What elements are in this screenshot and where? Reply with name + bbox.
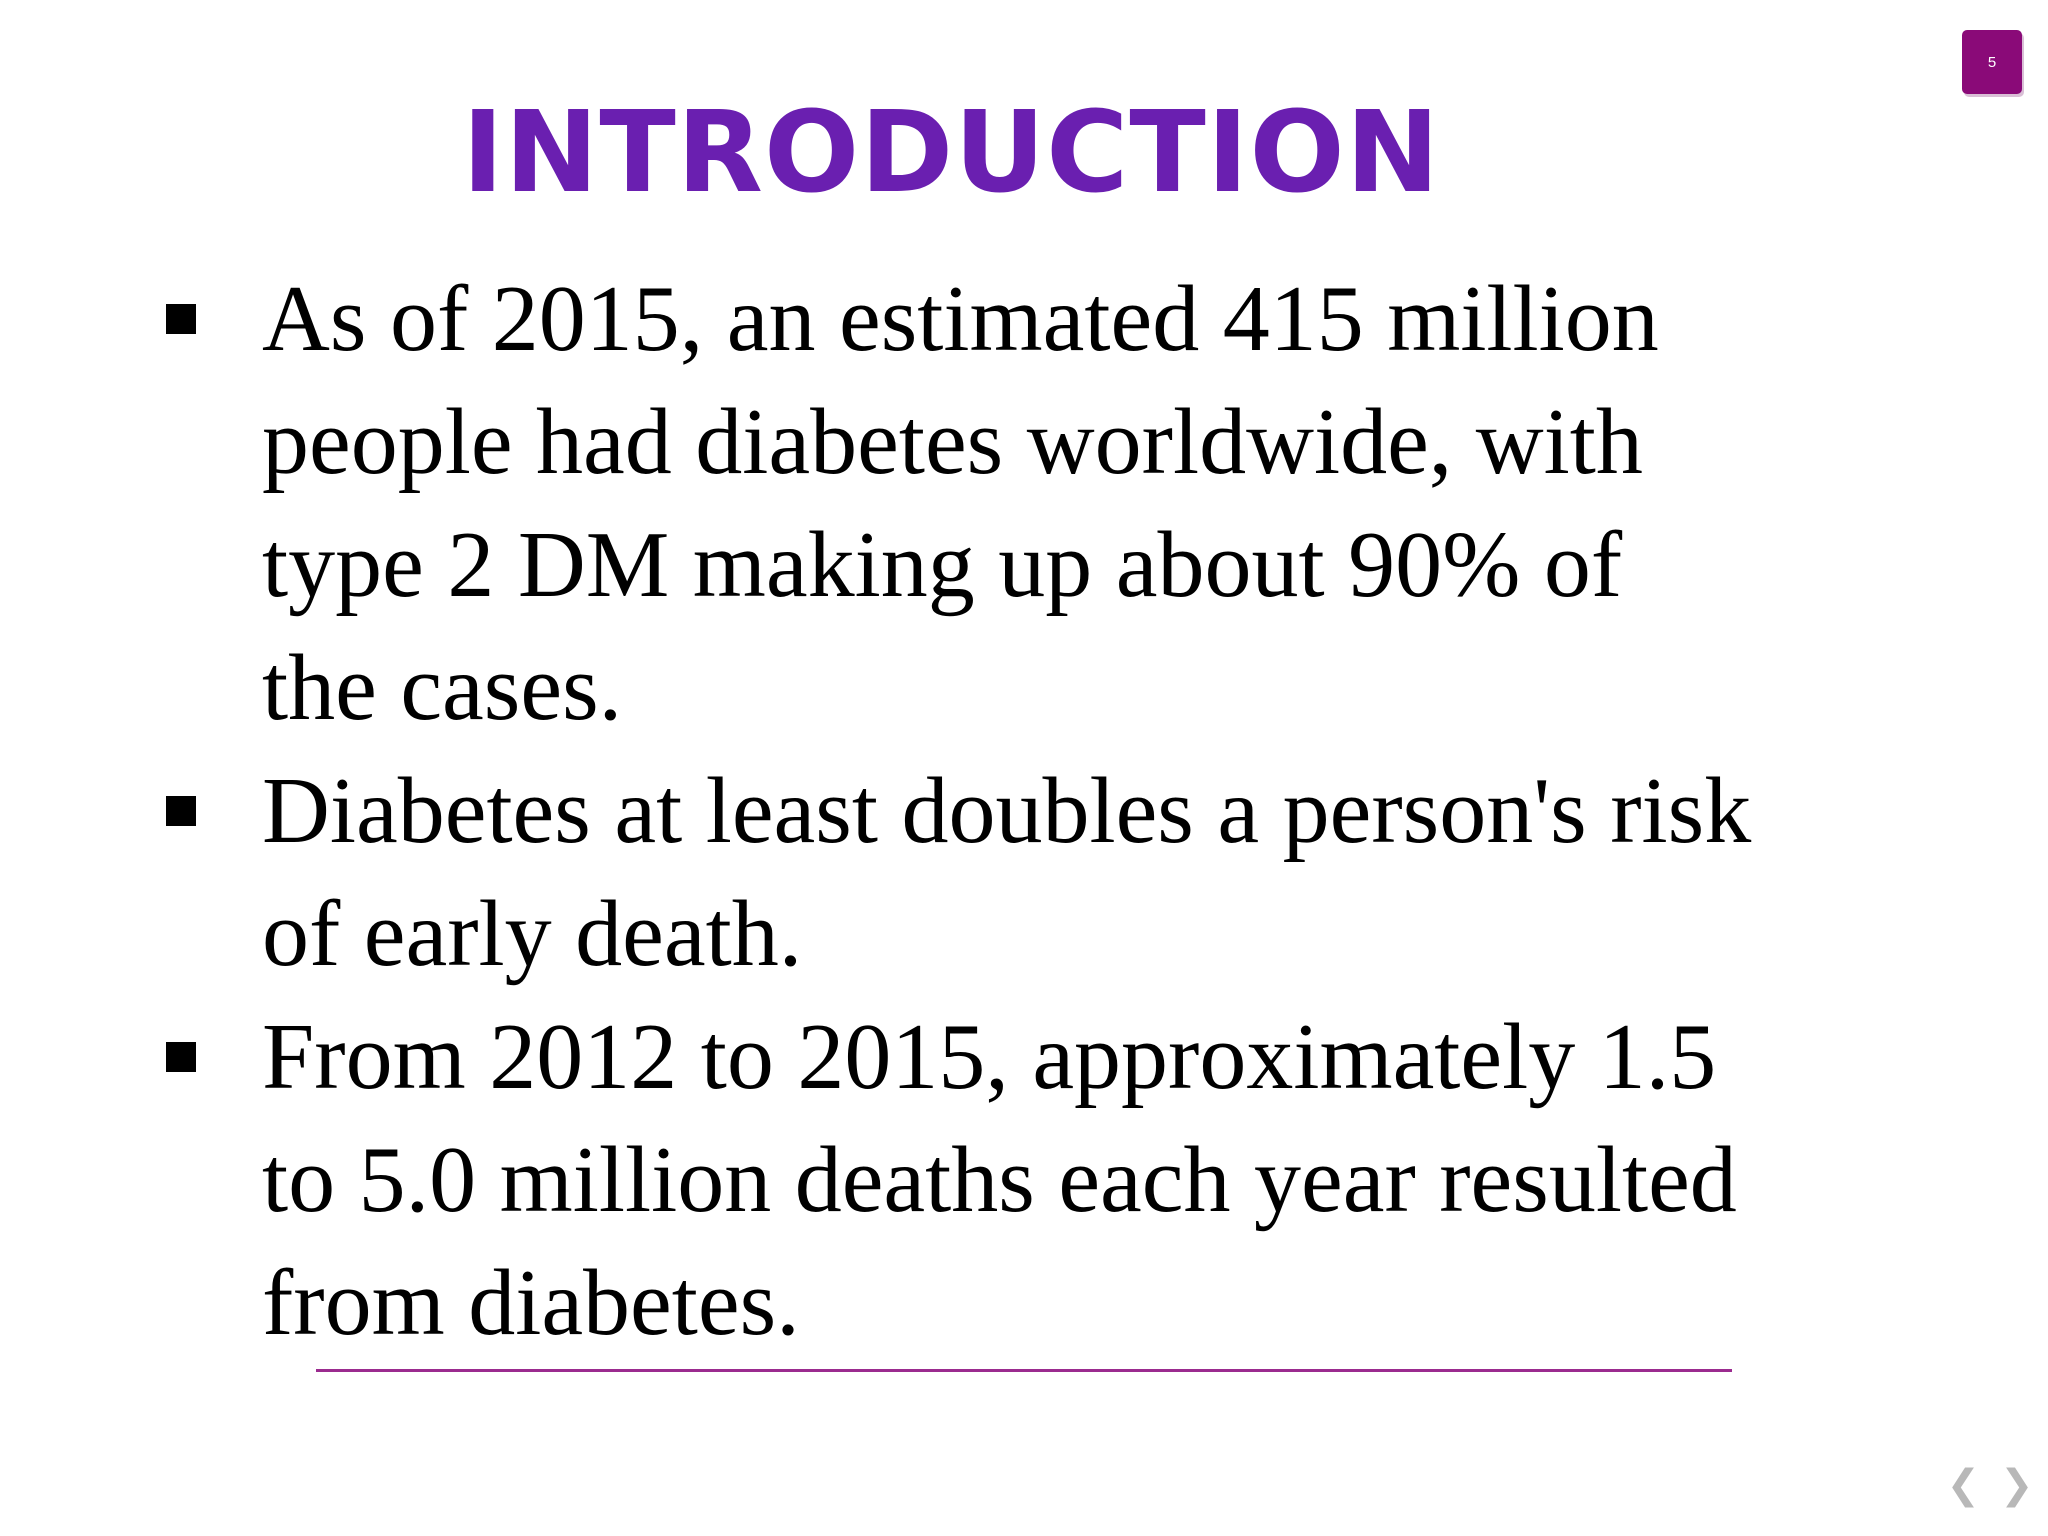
square-bullet-icon xyxy=(166,796,196,826)
chevron-left-icon[interactable]: ❮ xyxy=(1946,1462,1980,1508)
chevron-right-icon[interactable]: ❯ xyxy=(2000,1462,2034,1508)
bullet-text: As of 2015, an estimated 415 million people had diabetes worldwide, with type 2 DM making up about 90% of the cases. xyxy=(262,267,1659,740)
bullet-list xyxy=(0,258,1962,1365)
square-bullet-icon xyxy=(166,1042,196,1072)
page-number: 5 xyxy=(1987,53,1997,71)
slide-title: INTRODUCTION xyxy=(462,88,1441,218)
page-number-badge xyxy=(1962,30,2022,94)
bullet-text: From 2012 to 2015, approximately 1.5 to 5.0 million deaths each year resulted from diabetes. xyxy=(262,1005,1737,1355)
bullet-item xyxy=(0,996,1962,1365)
square-bullet-icon xyxy=(166,304,196,334)
slide-navigation xyxy=(1946,1460,2034,1510)
bullet-text: Diabetes at least doubles a person's risk of early death. xyxy=(262,759,1752,986)
bullet-item xyxy=(0,258,1962,750)
bullet-item xyxy=(0,750,1962,996)
footer-divider xyxy=(316,1369,1732,1372)
